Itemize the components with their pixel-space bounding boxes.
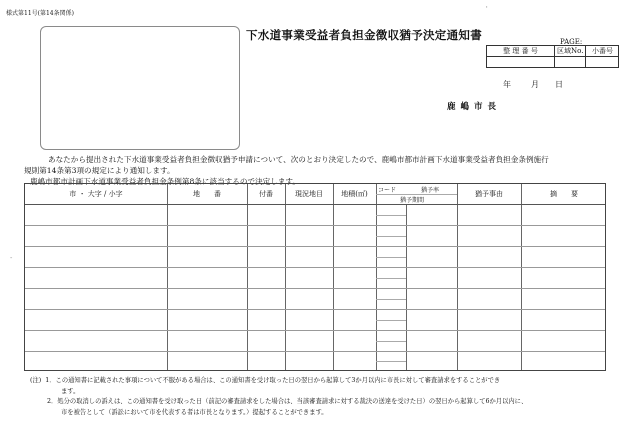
form-number: 様式第11号(第14条関係) bbox=[6, 10, 74, 17]
row-divider bbox=[25, 288, 605, 289]
cell-subdivider bbox=[376, 278, 406, 279]
registry-area-label: 区域No. bbox=[555, 46, 586, 57]
registry-number-value bbox=[487, 57, 555, 68]
page-label: PAGE: bbox=[560, 38, 583, 46]
body-text-line-3: 鹿嶋市都市計画下水道事業受益者負担金条例第8条に該当するので決定します。 bbox=[30, 177, 301, 186]
issuer-name: 鹿嶋市長 bbox=[447, 102, 502, 112]
date-year: 年 bbox=[503, 80, 511, 89]
row-divider bbox=[25, 309, 605, 310]
note-1: 1．この通知書に記載された事項について不服がある場合は、この通知書を受け取った日の翌日から起算して3か月以内に市長に対して審査請求をすることができ bbox=[45, 377, 501, 384]
column-divider bbox=[406, 204, 407, 370]
cell-subdivider bbox=[376, 236, 406, 237]
detail-table bbox=[24, 183, 606, 371]
date-month: 月 bbox=[531, 80, 539, 89]
notes bbox=[30, 376, 527, 418]
row-divider bbox=[25, 351, 605, 352]
row-divider bbox=[25, 330, 605, 331]
header-divider bbox=[25, 204, 605, 205]
header-deferral-rate: 猶予率 bbox=[421, 187, 440, 194]
cell-subdivider bbox=[376, 361, 406, 362]
header-lot: 地 番 bbox=[193, 190, 221, 198]
row-divider bbox=[25, 267, 605, 268]
date-day: 日 bbox=[555, 80, 563, 89]
header-land-type: 現況地目 bbox=[295, 190, 323, 198]
registry-sub-value bbox=[586, 57, 619, 68]
notes-label: (注) bbox=[30, 377, 42, 384]
header-sub-lot: 付番 bbox=[259, 190, 273, 198]
body-text-line-1: あなたから提出された下水道事業受益者負担金徴収猶予申請について、次のとおり決定したので、鹿嶋市都市計画下水道事業受益者負担金条例施行 bbox=[48, 155, 549, 164]
header-remarks: 摘 要 bbox=[550, 190, 578, 198]
note-1-continued: ます。 bbox=[61, 387, 80, 395]
body-text-line-2: 規則第14条第3項の規定により通知します。 bbox=[24, 166, 175, 175]
column-divider bbox=[167, 184, 168, 370]
header-area: 地積(㎡) bbox=[341, 190, 368, 198]
registry-table bbox=[486, 45, 619, 68]
header-code: コード bbox=[378, 187, 397, 194]
registry-number-label: 整 理 番 号 bbox=[487, 46, 555, 57]
column-divider bbox=[457, 184, 458, 370]
margin-mark: - bbox=[10, 254, 13, 262]
column-divider bbox=[521, 184, 522, 370]
address-window bbox=[40, 26, 240, 150]
page-title: 下水道事業受益者負担金徴収猶予決定通知書 bbox=[246, 28, 482, 42]
note-2: 2．処分の取消しの訴えは、この通知書を受け取った日（前記の審査請求をした場合は、当該審査請求に対する裁決の送達を受けた日）の翌日から起算して6か月以内に、 bbox=[47, 398, 528, 405]
cell-subdivider bbox=[376, 215, 406, 216]
column-divider bbox=[333, 184, 334, 370]
registry-sub-label: 小番号 bbox=[586, 46, 619, 57]
registry-area-value bbox=[555, 57, 586, 68]
header-reason: 猶予事由 bbox=[475, 190, 503, 198]
column-divider bbox=[247, 184, 248, 370]
header-deferral-period: 猶予期間 bbox=[400, 197, 425, 204]
row-divider bbox=[25, 225, 605, 226]
cell-subdivider bbox=[376, 257, 406, 258]
row-divider bbox=[25, 246, 605, 247]
column-divider bbox=[376, 184, 377, 370]
cell-subdivider bbox=[376, 341, 406, 342]
corner-mark: ' bbox=[486, 6, 488, 13]
header-location: 市 ・ 大字 / 小字 bbox=[69, 190, 123, 198]
column-divider bbox=[285, 184, 286, 370]
note-2-continued: 市を被告として（訴訟において市を代表する者は市長となります。）提起することができます。 bbox=[61, 408, 328, 416]
cell-subdivider bbox=[376, 299, 406, 300]
cell-subdivider bbox=[376, 320, 406, 321]
